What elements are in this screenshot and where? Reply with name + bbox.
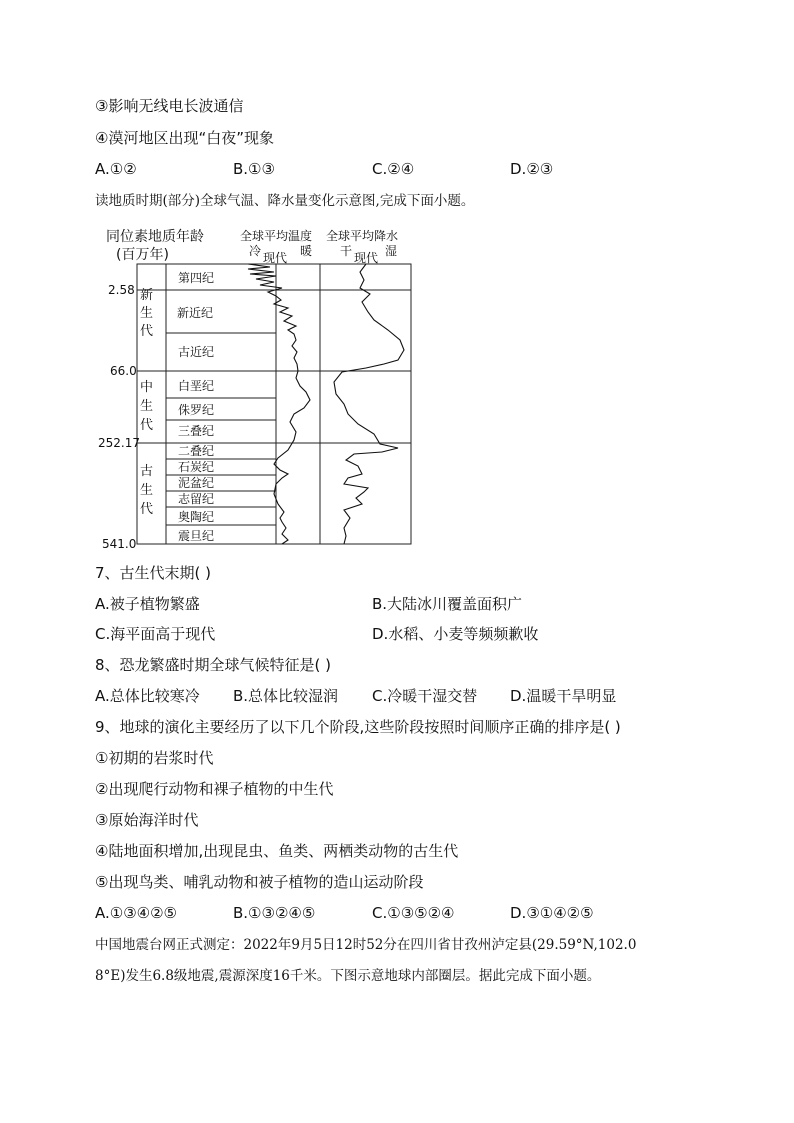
temperature-curve (248, 264, 310, 544)
temp-modern-label: 现代 (263, 251, 288, 265)
q7-option-b: B.大陆冰川覆盖面积广 (372, 595, 523, 613)
q6-option-b: B.①③ (233, 160, 275, 178)
q9-item-4: ④陆地面积增加,出现昆虫、鱼类、两栖类动物的古生代 (95, 842, 459, 860)
q9-item-5: ⑤出现鸟类、哺乳动物和被子植物的造山运动阶段 (95, 873, 424, 891)
period-quaternary: 第四纪 (177, 271, 215, 285)
precip-modern-label: 现代 (354, 251, 379, 265)
era-paleozoic-1: 古 (140, 464, 154, 479)
q9-item-1: ①初期的岩浆时代 (95, 749, 214, 767)
q7-stem: 7、古生代末期( ) (95, 564, 212, 582)
q9-item-2: ②出现爬行动物和裸子植物的中生代 (95, 780, 334, 798)
q8-stem: 8、恐龙繁盛时期全球气候特征是( ) (95, 656, 332, 674)
period-triassic: 三叠纪 (177, 424, 215, 438)
q7-option-c: C.海平面高于现代 (95, 625, 216, 643)
age-header-line2: (百万年) (116, 247, 169, 263)
period-devonian: 泥盆纪 (177, 476, 215, 490)
q9-stem: 9、地球的演化主要经历了以下几个阶段,这些阶段按照时间顺序正确的排序是( ) (95, 718, 621, 736)
geologic-climate-figure (98, 222, 418, 552)
period-cretaceous: 白垩纪 (177, 379, 215, 393)
era-cenozoic-2: 生 (140, 306, 154, 321)
temp-warm-label: 暖 (300, 244, 313, 258)
period-neogene: 新近纪 (176, 306, 214, 320)
figure-intro: 读地质时期(部分)全球气温、降水量变化示意图,完成下面小题。 (95, 193, 475, 209)
temp-header: 全球平均温度 (240, 229, 313, 243)
precip-dry-label: 干 (340, 244, 353, 258)
age-252: 252.17 (98, 436, 140, 450)
q7-option-d: D.水稻、小麦等频频歉收 (372, 625, 539, 643)
era-paleozoic-3: 代 (140, 502, 154, 517)
temp-cold-label: 冷 (249, 244, 262, 258)
period-permian: 二叠纪 (177, 444, 215, 458)
q8-option-b: B.总体比较湿润 (233, 687, 339, 705)
q9-option-c: C.①③⑤②④ (372, 904, 455, 922)
statement-4: ④漠河地区出现“白夜”现象 (95, 129, 274, 147)
q8-option-d: D.温暖干旱明显 (510, 687, 617, 705)
era-paleozoic-2: 生 (140, 483, 154, 498)
q9-option-b: B.①③②④⑤ (233, 904, 316, 922)
q8-option-a: A.总体比较寒冷 (95, 687, 200, 705)
precip-header: 全球平均降水 (326, 229, 399, 243)
q9-option-d: D.③①④②⑤ (510, 904, 594, 922)
era-mesozoic-2: 生 (140, 399, 154, 414)
q9-item-3: ③原始海洋时代 (95, 811, 199, 829)
period-sinian: 震旦纪 (177, 529, 215, 543)
era-mesozoic-3: 代 (140, 418, 154, 433)
period-ordovician: 奥陶纪 (177, 510, 215, 524)
age-2-58: 2.58 (108, 283, 135, 297)
q8-option-c: C.冷暖干湿交替 (372, 687, 478, 705)
precip-wet-label: 湿 (385, 244, 398, 258)
era-cenozoic-1: 新 (140, 288, 154, 303)
period-paleogene: 古近纪 (177, 345, 215, 359)
age-541: 541.0 (102, 537, 137, 551)
precipitation-curve (334, 264, 404, 544)
q7-option-a: A.被子植物繁盛 (95, 595, 200, 613)
q6-option-c: C.②④ (372, 160, 415, 178)
q9-option-a: A.①③④②⑤ (95, 904, 178, 922)
period-silurian: 志留纪 (177, 492, 215, 506)
q6-option-a: A.①② (95, 160, 137, 178)
period-carboniferous: 石炭纪 (177, 460, 215, 474)
quake-intro-line1: 中国地震台网正式测定：2022年9月5日12时52分在四川省甘孜州泸定县(29.59°N,102.0 (95, 937, 637, 953)
age-header-line1: 同位素地质年龄 (106, 229, 204, 245)
era-cenozoic-3: 代 (140, 324, 154, 339)
age-66: 66.0 (110, 364, 137, 378)
period-jurassic: 侏罗纪 (177, 403, 215, 417)
q6-option-d: D.②③ (510, 160, 554, 178)
statement-3: ③影响无线电长波通信 (95, 97, 244, 115)
era-mesozoic-1: 中 (140, 380, 154, 395)
quake-intro-line2: 8°E)发生6.8级地震,震源深度16千米。下图示意地球内部圈层。据此完成下面小题。 (95, 968, 601, 984)
